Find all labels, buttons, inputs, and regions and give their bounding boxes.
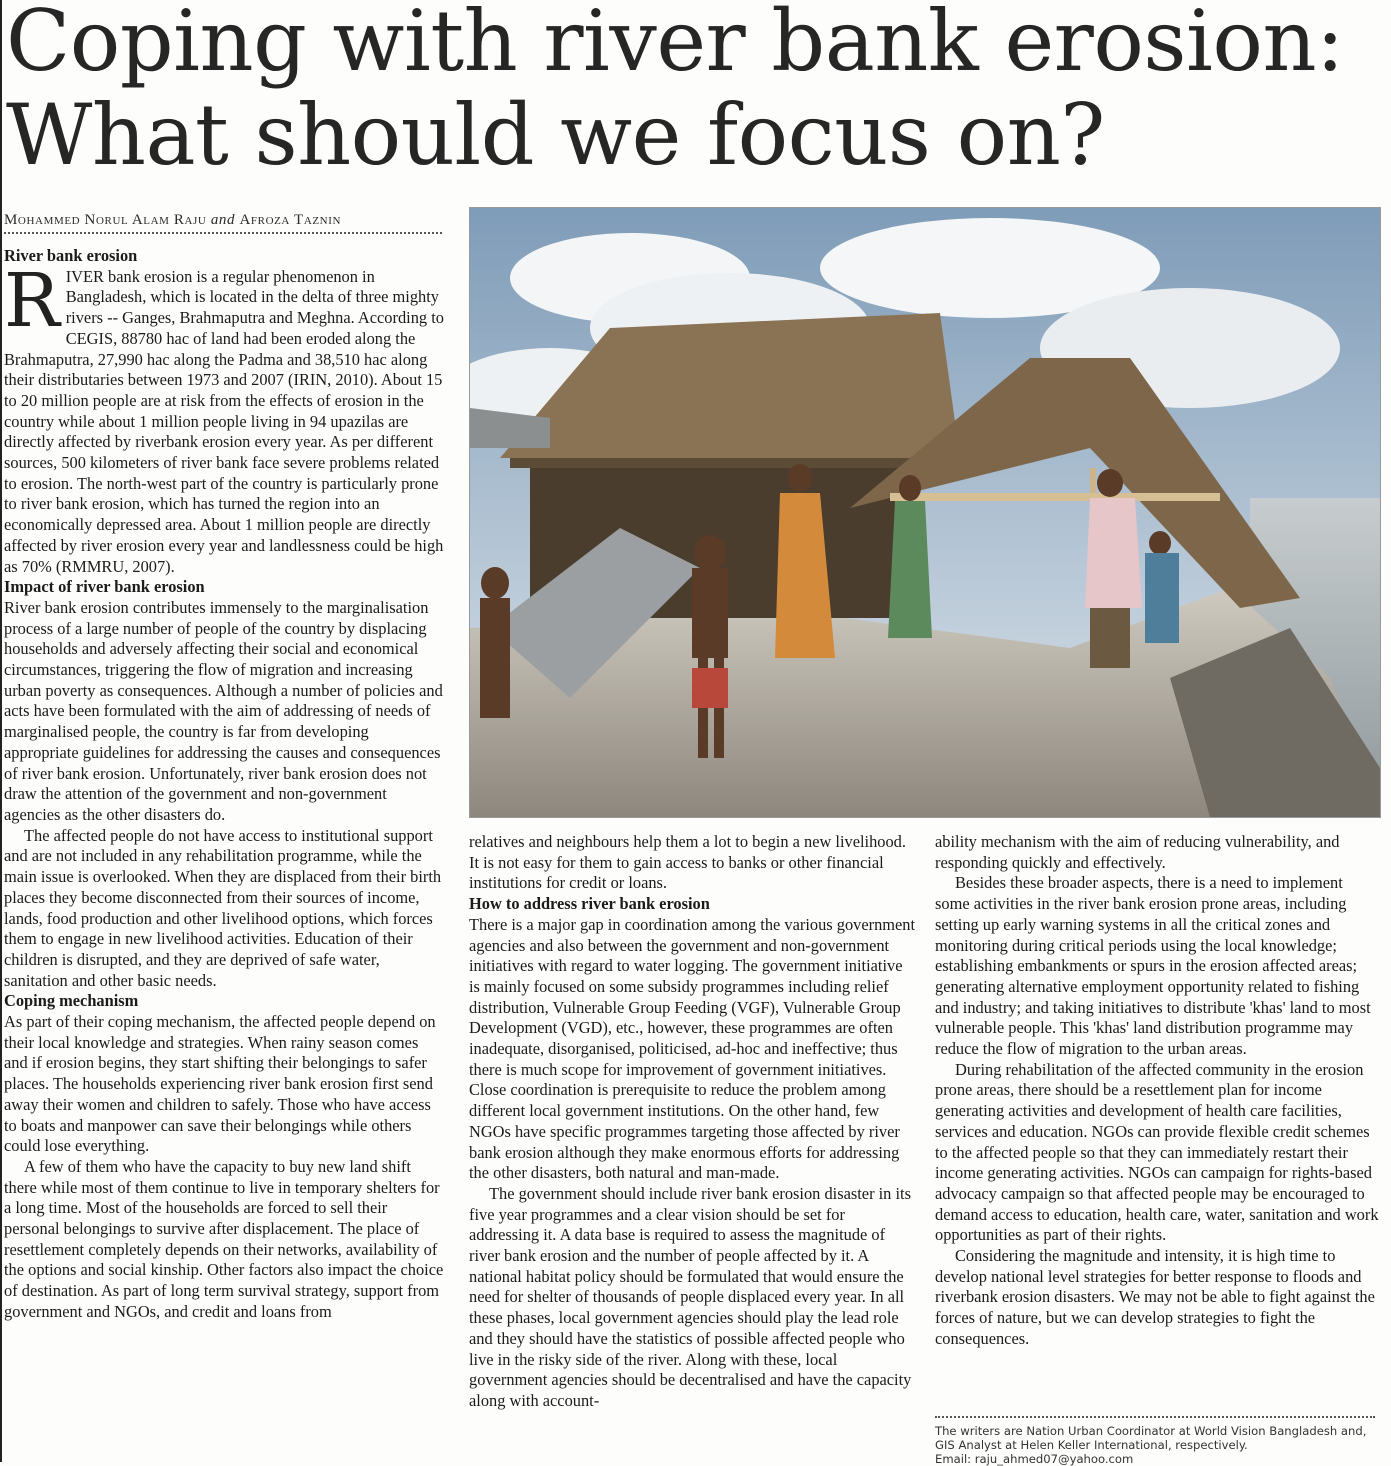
impact-paragraph-1: River bank erosion contributes immensely to the marginalisation process of a large number of people of the country by displacing households and adversely affecting their social and economical circumstances, triggering the flow of migration and increasing urban poverty as consequences. Although a number of policies and acts have been formulated with the aim of addressing of needs of marginalised people, the country is far from developing appropriate guidelines for addressing the causes and consequences of river bank erosion. Unfortunately, river bank erosion does not draw the attention of the government and non-government agencies as the other disasters do. xyxy=(4,597,443,824)
address-paragraph-4: During rehabilitation of the affected community in the erosion prone areas, there should be a resettlement plan for income generating activities and development of health care facilities, services and education. NGOs can provide flexible credit schemes to the affected people so that they can immediately restart their income generating activities. NGOs can campaign for rights-based advocacy campaign so that affected people may be encouraged to demand access to education, health care, water, sanitation and work opportunities as part of their rights. xyxy=(935,1059,1379,1245)
headline xyxy=(6,0,1344,182)
coping-paragraph-2: A few of them who have the capacity to buy new land shift there while most of them continue to live in temporary shelters for a long time. Most of the households are forced to sell their personal belongings to survive after displacement. The place of resettlement completely depends on their networks, availability of the options and social kinship. Other factors also impact the choice of destination. As part of long term survival strategy, support from government and NGOs, and credit and loans from xyxy=(4,1156,444,1321)
address-paragraph-2-continued: ability mechanism with the aim of reducing vulnerability, and responding quickly and effectively. xyxy=(935,832,1340,872)
photo-houses-on-eroding-bank xyxy=(470,208,1380,817)
section-heading-river-bank-erosion: River bank erosion xyxy=(4,246,138,265)
author-footnote xyxy=(935,1416,1375,1466)
address-paragraph-5: Considering the magnitude and intensity, it is high time to develop national level strategies for better response to floods and riverbank erosion disasters. We may not be able to fight against the forces of nature, but we can develop strategies to fight the consequences. xyxy=(935,1246,1375,1348)
article-photo xyxy=(469,207,1381,818)
column-2 xyxy=(469,832,917,1412)
author-1: Mohammed Norul Alam Raju xyxy=(4,212,207,228)
footnote-email: Email: raju_ahmed07@yahoo.com xyxy=(935,1452,1134,1466)
byline-conjunction: and xyxy=(210,212,236,228)
address-paragraph-2: The government should include river bank erosion disaster in its five year programmes and a clear vision should be set for addressing it. A data base is required to assess the magnitude of river bank erosion and the number of people affected by it. A national habitat policy should be formulated that would ensure the need for shelter of thousands of people displaced every year. In all these phases, local government agencies should play the lead role and they should have the statistics of possible affected people who live in the risky side of the river. Along with these, local government agencies should be decentralised and have the capacity along with account- xyxy=(469,1183,912,1410)
byline xyxy=(4,212,442,234)
headline-line-2: What should we focus on? xyxy=(6,86,1105,184)
drop-cap: R xyxy=(4,257,60,344)
column-1 xyxy=(4,246,444,1323)
coping-paragraph-2-continued: relatives and neighbours help them a lot to begin a new livelihood. It is not easy for them to gain access to banks or other financial institutions for credit or loans. xyxy=(469,832,906,893)
section-heading-impact: Impact of river bank erosion xyxy=(4,577,205,597)
column-3 xyxy=(935,832,1380,1350)
headline-line-1: Coping with river bank erosion: xyxy=(6,0,1344,90)
section-heading-how-to-address: How to address river bank erosion xyxy=(469,894,710,914)
author-2: Afroza Taznin xyxy=(239,212,342,228)
footnote-text: The writers are Nation Urban Coordinator at World Vision Bangladesh and, GIS Analyst at Helen Keller International, respectively. xyxy=(935,1424,1367,1452)
intro-paragraph-text: IVER bank erosion is a regular phenomenon in Bangladesh, which is located in the delta of three mighty rivers -- Ganges, Brahmaputra and Meghna. According to CEGIS, 88780 hac of land had been eroded along the Brahmaputra, 27,990 hac along the Padma and 38,510 hac along their distributaries between 1973 and 2007 (IRIN, 2010). About 15 to 20 million people are at risk from the effects of erosion in the country while about 1 million people living in 94 upazilas are directly affected by riverbank erosion every year. As per different sources, 500 kilometers of river bank face severe problems related to erosion. The north-west part of the country is particularly prone to river bank erosion, which has turned the region into an economically depressed area. About 1 million people are directly affected by river erosion every year and landlessness could be high as 70% (RMMRU, 2007). xyxy=(4,266,444,576)
impact-paragraph-2: The affected people do not have access to institutional support and are not included in any rehabilitation programme, while the main issue is overlooked. When they are displaced from their birth places they become disconnected from their sources of income, lands, food production and other livelihood options, which forces them to engage in new livelihood activities. Education of their children is disrupted, and they are deprived of safe water, sanitation and other basic needs. xyxy=(4,825,442,990)
intro-paragraph xyxy=(4,257,444,578)
coping-paragraph-1: As part of their coping mechanism, the affected people depend on their local knowledge and strategies. When rainy season comes and if erosion begins, they start shifting their belongings to safer places. The households experiencing river bank erosion first send away their women and children to safely. Those who have access to boats and manpower can save their belongings while others could lose everything. xyxy=(4,1012,436,1156)
section-heading-coping: Coping mechanism xyxy=(4,991,139,1011)
address-paragraph-3: Besides these broader aspects, there is a need to implement some activities in the river bank erosion prone areas, including setting up early warning systems in all the critical zones and monitoring during critical periods using the local knowledge; establishing embankments or spurs in the erosion affected areas; generating alternative employment opportunity related to fishing and industry; and taking initiatives to distribute 'khas' land to most vulnerable people. This 'khas' land distribution programme may reduce the flow of migration to the urban areas. xyxy=(935,873,1371,1059)
address-paragraph-1: There is a major gap in coordination among the various government agencies and also between the government and non-government initiatives with regard to water logging. The government initiative is mainly focused on some subsidy programmes including relief distribution, Vulnerable Group Feeding (VGF), Vulnerable Group Development (VGD), etc., however, these programmes are often inadequate, disorganised, politicised, ad-hoc and ineffective; thus there is much scope for improvement of government initiatives. Close coordination is prerequisite to reduce the problem among different local government institutions. On the other hand, few NGOs have specific programmes targeting those affected by river bank erosion although they make enormous efforts for addressing the other disasters, both natural and man-made. xyxy=(469,914,916,1183)
page-left-rule xyxy=(0,0,2,1462)
